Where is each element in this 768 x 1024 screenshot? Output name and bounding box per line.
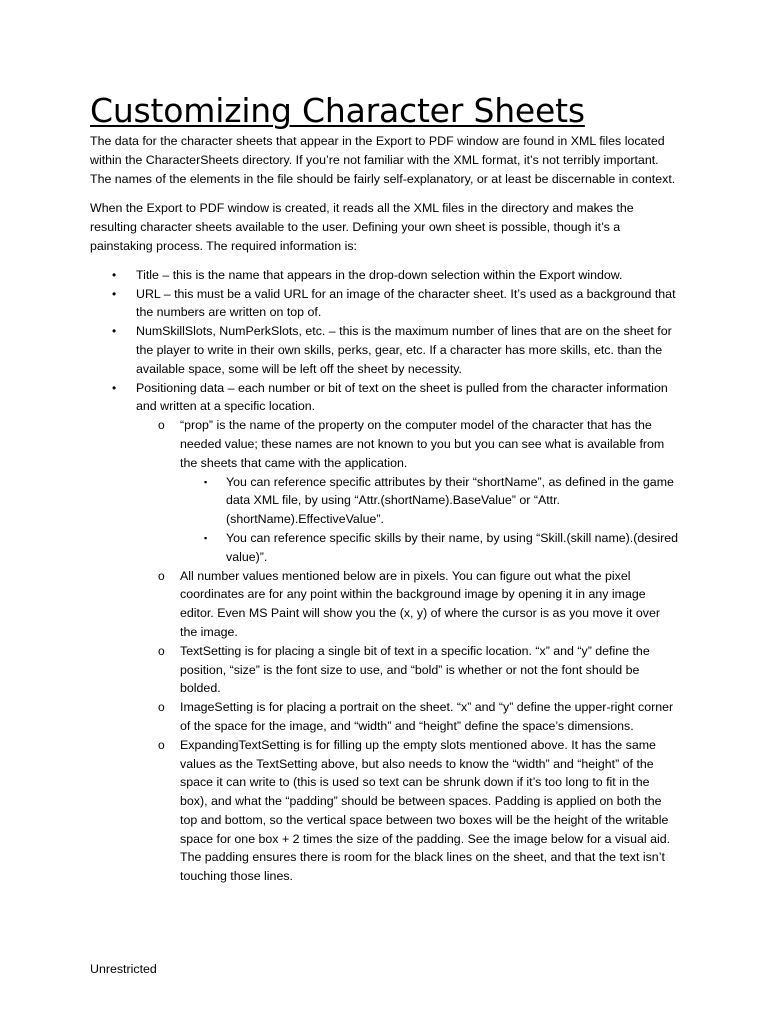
- sub-list-item-expandingtextsetting: [136, 736, 680, 886]
- bullet-marker: •: [112, 267, 117, 282]
- document-title: Customizing Character Sheets: [90, 91, 585, 130]
- list-item-positioning: [90, 379, 680, 887]
- sub-bullet-marker: o: [158, 568, 165, 583]
- list-item-title: [90, 266, 680, 285]
- sub-list-item-text: “prop” is the name of the property on the computer model of the character that has the needed value; these names are not known to you but you can see what is available from the sheets that came with the application.: [180, 418, 665, 470]
- sub-sub-list-item-text: You can reference specific attributes by their “shortName”, as defined in the game data XML file, by using “Attr.(shortName).BaseValue” or “Attr.(shortName).EffectiveValue”.: [226, 474, 674, 527]
- sub-list-item-prop: [136, 416, 680, 566]
- document-body: [90, 92, 680, 886]
- sub-list-item-imagesetting: [136, 698, 680, 736]
- sub-list-item-pixels: [136, 567, 680, 642]
- list-item-text: Title – this is the name that appears in the drop-down selection within the Export window.: [136, 267, 623, 282]
- bullet-marker: •: [112, 286, 117, 301]
- sub-bullet-marker: o: [158, 643, 165, 658]
- positioning-sub-list: [136, 416, 680, 886]
- bullet-marker: •: [112, 324, 117, 339]
- sub-sub-list-item-attributes: [180, 473, 680, 529]
- square-bullet-marker: ▪: [204, 476, 208, 487]
- sub-bullet-marker: o: [158, 737, 165, 752]
- prop-sub-sub-list: [180, 473, 680, 567]
- bullet-marker: •: [112, 380, 117, 395]
- sub-list-item-textsetting: [136, 642, 680, 698]
- list-item-text: NumSkillSlots, NumPerkSlots, etc. – this is the maximum number of lines that are on the sheet for the player to write in their own skills, perks, gear, etc. If a character has more skills, etc. than the available space, some will be left off the sheet by necessity.: [136, 324, 672, 376]
- list-item-url: [90, 285, 680, 323]
- required-info-list: [90, 266, 680, 886]
- list-item-text: Positioning data – each number or bit of text on the sheet is pulled from the character information and written at a specific location.: [136, 380, 668, 414]
- sub-bullet-marker: o: [158, 700, 165, 715]
- sub-sub-list-item-skills: [180, 529, 680, 567]
- sub-sub-list-item-text: You can reference specific skills by their name, by using “Skill.(skill name).(desired value)”.: [226, 530, 678, 564]
- footer-classification: Unrestricted: [90, 962, 157, 976]
- list-item-slots: [90, 322, 680, 378]
- square-bullet-marker: ▪: [204, 532, 208, 543]
- sub-bullet-marker: o: [158, 418, 165, 433]
- list-item-text: URL – this must be a valid URL for an image of the character sheet. It’s used as a background that the numbers are written on top of.: [136, 286, 676, 320]
- sub-list-item-text: All number values mentioned below are in pixels. You can figure out what the pixel coordinates are for any point within the background image by opening it in any image editor. Even MS Paint will show you the (x, y) of where the cursor is as you move it over the image.: [180, 568, 660, 639]
- sub-list-item-text: ImageSetting is for placing a portrait on the sheet. “x” and “y” define the upper-right corner of the space for the image, and “width” and “height” define the space’s dimensions.: [180, 700, 674, 733]
- export-paragraph: When the Export to PDF window is created, it reads all the XML files in the directory and makes the resulting character sheets available to the user. Defining your own sheet is possible, though it’s a painstaking process. The required information is:: [90, 201, 634, 253]
- sub-list-item-text: ExpandingTextSetting is for filling up the empty slots mentioned above. It has the same values as the TextSetting above, but also needs to know the “width” and “height” of the space it can write to (this is used so text can be shrunk down if it’s too long to fit in the box), and what the “padding” should be between spaces. Padding is applied on both the top and bottom, so the vertical space between two boxes will be the height of the writable space for one box + 2 times the size of the padding. See the image below for a visual aid. The padding ensures there is room for the black lines on the sheet, and that the text isn’t touching those lines.: [180, 737, 671, 884]
- intro-paragraph: The data for the character sheets that appear in the Export to PDF window are found in XML files located within the CharacterSheets directory. If you’re not familiar with the XML format, it’s not terribly important. The names of the elements in the file should be fairly self-explanatory, or at least be discernable in context.: [90, 134, 676, 186]
- sub-list-item-text: TextSetting is for placing a single bit of text in a specific location. “x” and “y” define the position, “size” is the font size to use, and “bold” is whether or not the font should be bolded.: [180, 643, 650, 696]
